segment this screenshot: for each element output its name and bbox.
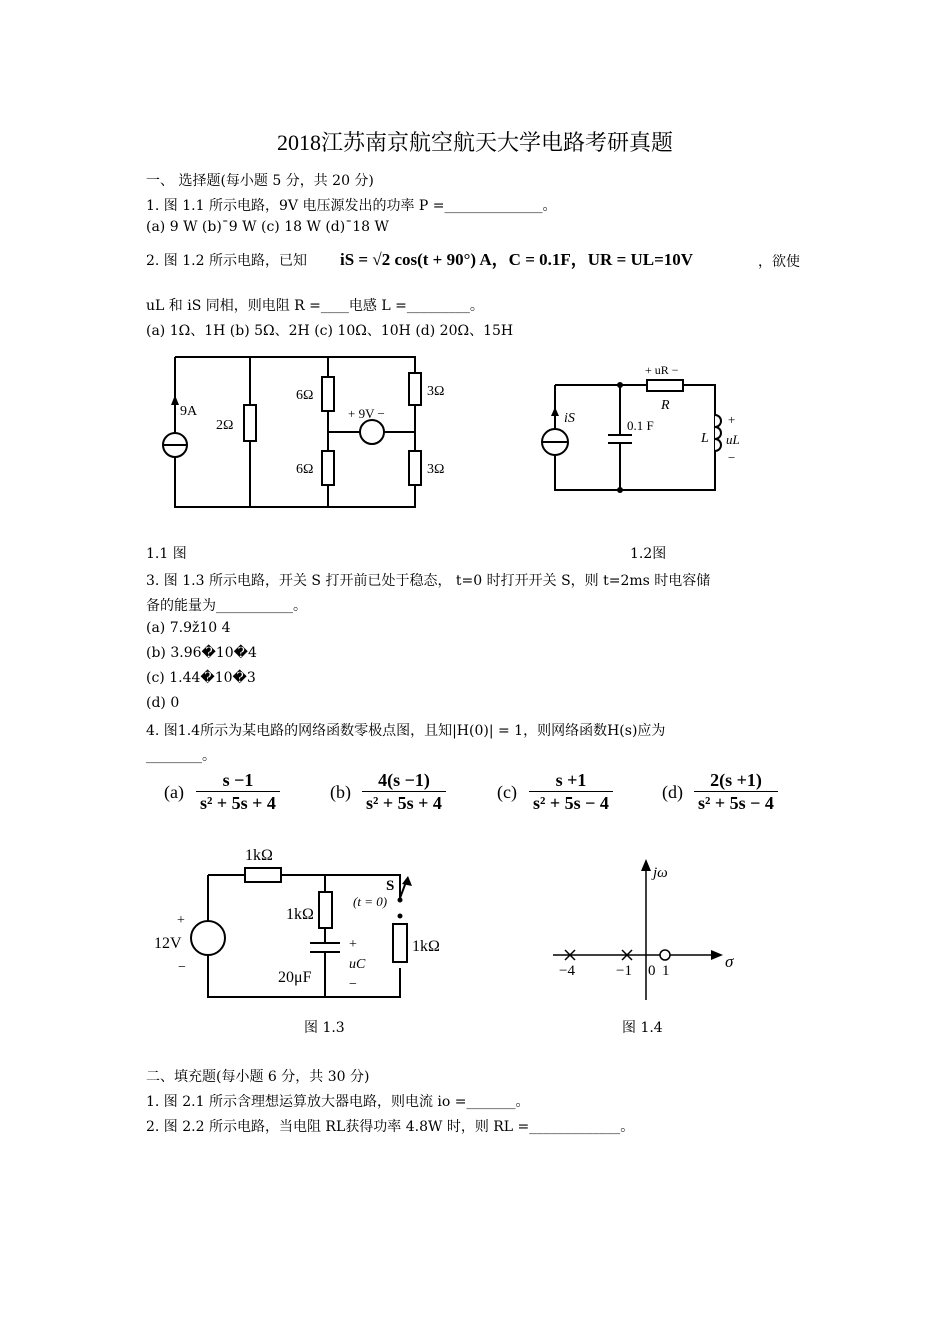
- q3-option-a: (a) 7.9ž10 4: [146, 620, 231, 636]
- q2-line2: uL 和 iS 同相，则电阻 R =____电感 L =_________。: [146, 298, 484, 314]
- section1-heading: 一、 选择题(每小题 5 分，共 20 分): [146, 173, 374, 189]
- fig12-c-label: 0.1 F: [627, 418, 654, 433]
- q1-text: 1. 图 1.1 所示电路，9V 电压源发出的功率 P =______________。: [146, 198, 557, 214]
- fig12-ul-label: uL: [726, 432, 740, 447]
- fig13-v-label: 12V: [154, 935, 182, 952]
- fig12-caption: 1.2图: [630, 546, 667, 562]
- figure-1-3: [150, 840, 470, 1010]
- fig12-r-label: R: [661, 398, 670, 413]
- q1-options: (a) 9 W (b)ˉ9 W (c) 18 W (d)ˉ18 W: [146, 219, 389, 235]
- jw-axis-arrow-icon: [641, 859, 651, 871]
- q4-line2: ________。: [146, 748, 216, 764]
- q4-option-d-fraction: [694, 770, 778, 814]
- s2-q1-text: 1. 图 2.1 所示含理想运算放大器电路，则电流 io =_______。: [146, 1094, 530, 1110]
- arrow-up-icon: [551, 407, 559, 416]
- q4-option-c-fraction: [529, 770, 613, 814]
- fig11-r1-label: 2Ω: [216, 418, 234, 433]
- fig11-r3-label: 6Ω: [296, 462, 314, 477]
- figure-1-1: [150, 345, 450, 525]
- q4-option-d-label: (d): [662, 782, 683, 802]
- q3-option-b: (b) 3.96�10�4: [146, 645, 257, 661]
- q3-option-c: (c) 1.44�10�3: [146, 670, 256, 686]
- fig11-r5-label: 3Ω: [427, 462, 445, 477]
- fig13-rmid-label: 1kΩ: [286, 906, 314, 923]
- q4-option-b-label: (b): [330, 782, 351, 802]
- fig13-minus: −: [178, 960, 186, 975]
- fig13-t0-label: (t = 0): [353, 894, 388, 909]
- s2-q2-text: 2. 图 2.2 所示电路，当电阻 RL获得功率 4.8W 时，则 RL =_____________。: [146, 1119, 635, 1135]
- fig14-one-label: 1: [662, 963, 670, 979]
- q2-formula: iS = √2 cos(t + 90°) A，C = 0.1F，UR = UL=10V: [340, 250, 694, 269]
- fig13-uc-label: uC: [349, 957, 366, 972]
- fig11-caption: 1.1 图: [146, 546, 187, 562]
- fig13-c-plus: +: [349, 937, 357, 952]
- fig12-minus: −: [728, 450, 736, 465]
- q4-option-a-label: (a): [164, 782, 184, 802]
- q4-option-c-label: (c): [497, 782, 517, 802]
- fig14-m4-label: −4: [559, 963, 575, 979]
- fig14-jw-label: jω: [653, 865, 668, 881]
- q4-option-b-num: 4(s −1): [378, 770, 430, 790]
- section2-heading: 二、填充题(每小题 6 分，共 30 分): [146, 1069, 370, 1085]
- fig11-r4-label: 3Ω: [427, 384, 445, 399]
- fig11-vs-label: + 9V −: [348, 406, 385, 421]
- q4-option-a-fraction: [196, 770, 280, 814]
- fig12-is-label: iS: [564, 411, 575, 426]
- q4-option-b-den: s² + 5s + 4: [362, 791, 446, 814]
- figure-1-4: [545, 855, 765, 1005]
- q4-option-d-den: s² + 5s − 4: [694, 791, 778, 814]
- fig12-ur-label: + uR −: [645, 363, 679, 377]
- fig13-c-minus: −: [349, 977, 357, 992]
- fig11-source-label: 9A: [180, 404, 198, 419]
- page-title: 2018江苏南京航空航天大学电路考研真题: [276, 130, 673, 155]
- q2-options: (a) 1Ω、1H (b) 5Ω、2H (c) 10Ω、10H (d) 20Ω、15H: [146, 323, 514, 339]
- q3-line2: 备的能量为___________。: [146, 598, 307, 614]
- fig11-r2-label: 6Ω: [296, 388, 314, 403]
- fig14-sigma-label: σ: [725, 952, 734, 971]
- q3-option-d: (d) 0: [146, 695, 180, 711]
- fig14-m1-label: −1: [616, 963, 632, 979]
- q4-option-b-fraction: [362, 770, 446, 814]
- fig12-plus: +: [728, 412, 736, 427]
- q2-prefix: 2. 图 1.2 所示电路，已知: [146, 253, 307, 269]
- fig12-l-label: L: [701, 431, 709, 446]
- q2-suffix: ，欲使: [758, 254, 800, 270]
- fig13-c-label: 20μF: [278, 969, 312, 986]
- q4-option-d-num: 2(s +1): [710, 770, 762, 790]
- fig14-caption: 图 1.4: [622, 1020, 663, 1036]
- switch-arrow-icon: [402, 876, 412, 886]
- q4-option-c-den: s² + 5s − 4: [529, 791, 613, 814]
- fig13-rright-label: 1kΩ: [412, 938, 440, 955]
- sigma-axis-arrow-icon: [711, 950, 723, 960]
- q4-option-c-num: s +1: [555, 770, 587, 790]
- arrow-up-icon: [171, 395, 179, 405]
- q4-text: 4. 图1.4所示为某电路的网络函数零极点图，且知|H(0)| = 1，则网络函数H(s)应为: [146, 723, 666, 739]
- fig13-plus: +: [177, 913, 185, 928]
- figure-1-2: [535, 360, 755, 500]
- q3-text: 3. 图 1.3 所示电路，开关 S 打开前已处于稳态， t=0 时打开开关 S，则 t=2ms 时电容储: [146, 573, 711, 589]
- q4-option-a-den: s² + 5s + 4: [196, 791, 280, 814]
- fig14-zero-label: 0: [648, 963, 656, 979]
- fig13-caption: 图 1.3: [304, 1020, 345, 1036]
- q4-option-a-num: s −1: [222, 770, 254, 790]
- fig13-rtop-label: 1kΩ: [245, 847, 273, 864]
- fig13-switch-label: S: [386, 878, 395, 894]
